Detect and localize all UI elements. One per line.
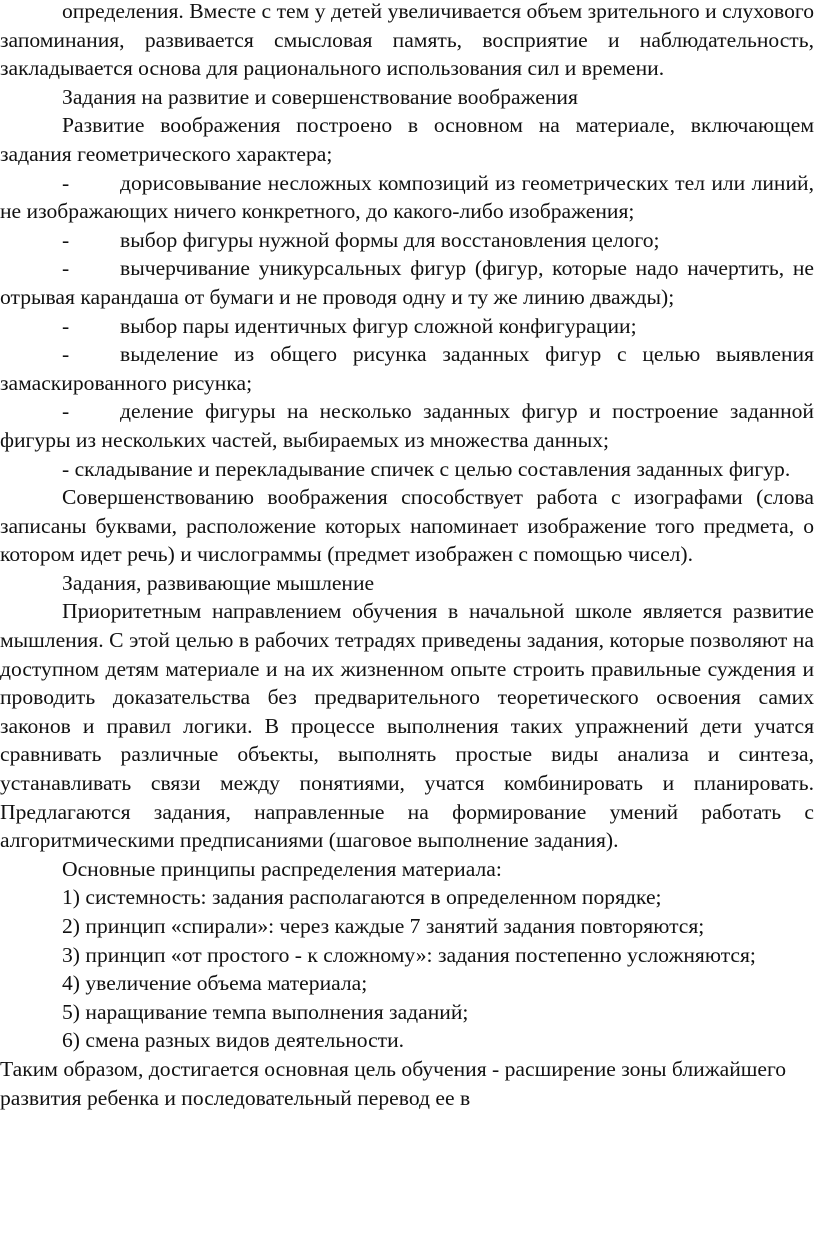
list-item-text: вычерчивание уникурсальных фигур (фигур, которые надо начертить, не отрывая карандаша от бумаги и не проводя одну и ту же линию дважды); <box>0 256 814 309</box>
list-item <box>0 169 814 226</box>
list-item-text: выбор пары идентичных фигур сложной конфигурации; <box>120 313 637 338</box>
list-marker: - <box>62 256 70 281</box>
list-item-text: дорисовывание несложных композиций из геометрических тел или линий, не изображающих ничего конкретного, до какого-либо изображения; <box>0 170 814 224</box>
paragraph: определения. Вместе с тем у детей увеличивается объем зрительного и слухового запоминания, развивается смысловая память, восприятие и наблюдательность, закладывается основа для рационального использования сил и времени. <box>0 0 814 81</box>
list-item <box>0 312 814 341</box>
list-item-text: выделение из общего рисунка заданных фигур с целью выявления замаскированного рисунка; <box>0 342 814 395</box>
section-heading: Задания, развивающие мышление <box>62 570 375 595</box>
list-marker: - <box>62 227 70 252</box>
paragraph: Приоритетным направлением обучения в начальной школе является развитие мышления. С этой целью в рабочих тетрадях приведены задания, которые позволяют на доступном детям материале и на их жизненном опыте строить правильные суждения и проводить доказательства без предварительного теоретического освоения самих законов и правил логики. В процессе выполнения таких упражнений дети учатся сравнивать различные объекты, выполнять простые виды анализа и синтеза, устанавливать связи между понятиями, учатся комбинировать и планировать. Предлагаются задания, направленные на формирование умений работать с алгоритмическими предписаниями (шаговое выполнение задания). <box>0 599 814 853</box>
paragraph: Развитие воображения построено в основном на материале, включающем задания геометрического характера; <box>0 113 814 166</box>
list-marker: - <box>62 313 70 338</box>
paragraph: Таким образом, достигается основная цель обучения - расширение зоны ближайшего развития ребенка и последовательный перевод ее в <box>0 1056 787 1110</box>
paragraph: - складывание и перекладывание спичек с целью составления заданных фигур. <box>62 456 791 481</box>
section-heading: Основные принципы распределения материала: <box>62 856 502 881</box>
paragraph: 5) наращивание темпа выполнения заданий; <box>62 999 469 1024</box>
paragraph: Совершенствованию воображения способствует работа с изографами (слова записаны буквами, расположение которых напоминает изображение того предмета, о котором идет речь) и числограммы (предмет изображен с помощью чисел). <box>0 485 814 567</box>
list-item <box>0 397 814 454</box>
list-item-text: выбор фигуры нужной формы для восстановления целого; <box>120 227 660 252</box>
list-item-text: деление фигуры на несколько заданных фигур и построение заданной фигуры из нескольких частей, выбираемых из множества данных; <box>0 399 814 452</box>
paragraph: 3) принцип «от простого - к сложному»: задания постепенно усложняются; <box>62 942 756 967</box>
list-marker: - <box>62 170 70 195</box>
paragraph: 1) системность: задания располагаются в определенном порядке; <box>62 885 662 910</box>
paragraph: 2) принцип «спирали»: через каждые 7 занятий задания повторяются; <box>62 914 705 938</box>
list-item <box>0 340 814 397</box>
paragraph: 6) смена разных видов деятельности. <box>62 1028 405 1053</box>
list-item <box>0 254 814 311</box>
list-item <box>0 226 814 255</box>
section-heading: Задания на развитие и совершенствование воображения <box>62 84 578 109</box>
list-marker: - <box>62 399 70 424</box>
paragraph: 4) увеличение объема материала; <box>62 971 368 996</box>
list-marker: - <box>62 342 70 367</box>
